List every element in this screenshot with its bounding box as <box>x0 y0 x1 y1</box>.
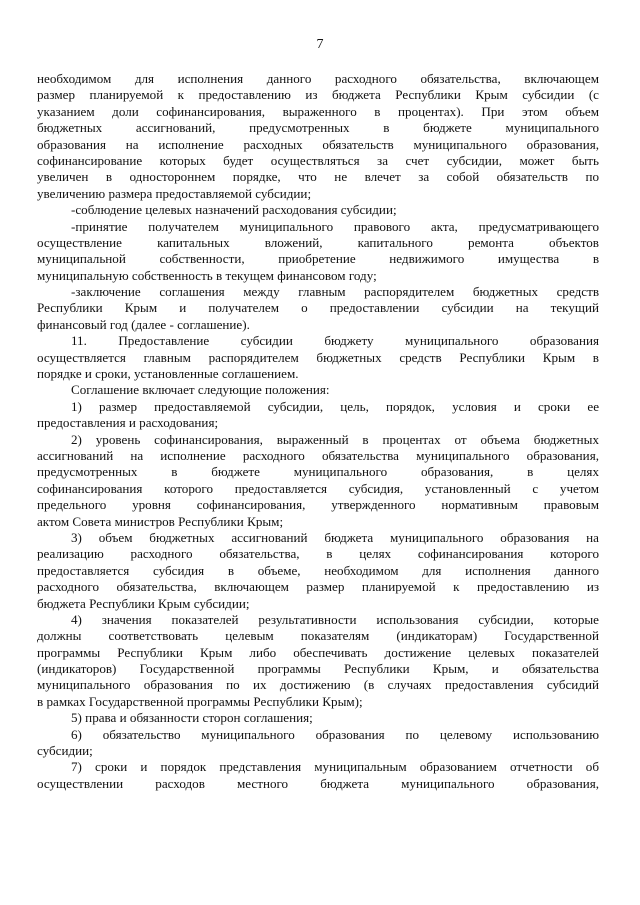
text-line: 6) обязательство муниципального образования по целевому использованию <box>71 726 599 742</box>
text-line: расходного обязательства, включающем размер планируемой к предоставлению из <box>37 579 599 595</box>
text-line: осуществление капитальных вложений, капитального ремонта объектов <box>37 234 599 250</box>
text-line: бюджетных ассигнований, предусмотренных в бюджете муниципального <box>37 120 599 136</box>
text-line: в рамках Государственной программы Республики Крым); <box>37 693 363 709</box>
text-line: осуществлении расходов местного бюджета муниципального образования, <box>37 775 599 791</box>
text-line: софинансирования которого предоставляется субсидия, установленный с учетом <box>37 480 599 496</box>
text-line: муниципальной собственности, приобретение недвижимого имущества в <box>37 251 599 267</box>
text-line: увеличению размера предоставляемой субсидии; <box>37 185 312 201</box>
text-line: программы Республики Крым либо обеспечивать достижение целевых показателей <box>37 644 599 660</box>
text-line: должны соответствовать целевым показателям (индикаторам) Государственной <box>37 628 599 644</box>
text-line: бюджета Республики Крым субсидии; <box>37 595 250 611</box>
text-line: реализацию расходного обязательства, в целях софинансирования которого <box>37 546 599 562</box>
text-line: размер планируемой к предоставлению из бюджета Республики Крым субсидии (с <box>37 87 599 103</box>
text-line: 3) объем бюджетных ассигнований бюджета муниципального образования на <box>71 529 599 545</box>
text-line: финансовый год (далее - соглашение). <box>37 316 250 332</box>
text-line: увеличен в одностороннем порядке, что не влечет за собой обязательств по <box>37 169 599 185</box>
text-line: муниципальную собственность в текущем финансовом году; <box>37 267 377 283</box>
text-line: осуществляется главным распорядителем бюджетных средств Республики Крым в <box>37 349 599 365</box>
text-line: 2) уровень софинансирования, выраженный в процентах от объема бюджетных <box>71 431 599 447</box>
text-line: ассигнований на исполнение расходного обязательства муниципального образования, <box>37 447 599 463</box>
text-line: -заключение соглашения между главным распорядителем бюджетных средств <box>71 284 599 300</box>
text-line: -соблюдение целевых назначений расходования субсидии; <box>71 202 397 218</box>
text-line: 11. Предоставление субсидии бюджету муниципального образования <box>71 333 599 349</box>
text-line: 4) значения показателей результативности использования субсидии, которые <box>71 611 599 627</box>
text-line: 5) права и обязанности сторон соглашения; <box>71 710 313 726</box>
text-line: (индикаторов) Государственной программы Республики Крым, и обязательства <box>37 661 599 677</box>
text-line: порядке и сроки, установленные соглашением. <box>37 366 299 382</box>
text-line: предоставления и расходования; <box>37 415 219 431</box>
text-line: образования на исполнение расходных обязательств муниципального образования, <box>37 136 599 152</box>
text-line: 7) сроки и порядок представления муниципальным образованием отчетности об <box>71 759 599 775</box>
text-line: Соглашение включает следующие положения: <box>71 382 330 398</box>
page-number: 7 <box>316 37 324 52</box>
text-line: указанием доли софинансирования, выраженного в процентах). При этом объем <box>37 103 599 119</box>
text-line: необходимом для исполнения данного расходного обязательства, включающем <box>37 71 599 86</box>
text-line: -принятие получателем муниципального правового акта, предусматривающего <box>71 218 599 234</box>
text-line: предоставляется субсидия в объеме, необходимом для исполнения данного <box>37 562 599 578</box>
text-line: муниципального образования по их достижению (в случаях предоставления субсидий <box>37 677 599 693</box>
text-line: предельного уровня софинансирования, утвержденного нормативным правовым <box>37 497 599 513</box>
text-line: актом Совета министров Республики Крым; <box>37 513 284 529</box>
text-line: субсидии; <box>37 743 93 759</box>
text-line: Республики Крым и получателем о предоставлении субсидии на текущий <box>37 300 599 316</box>
text-line: предусмотренных в бюджете муниципального образования, в целях <box>37 464 599 480</box>
text-line: 1) размер предоставляемой субсидии, цель, порядок, условия и сроки ее <box>71 398 599 414</box>
text-line: софинансирование которых будет осуществляться за счет субсидии, может быть <box>37 152 599 168</box>
document-body <box>37 71 599 792</box>
